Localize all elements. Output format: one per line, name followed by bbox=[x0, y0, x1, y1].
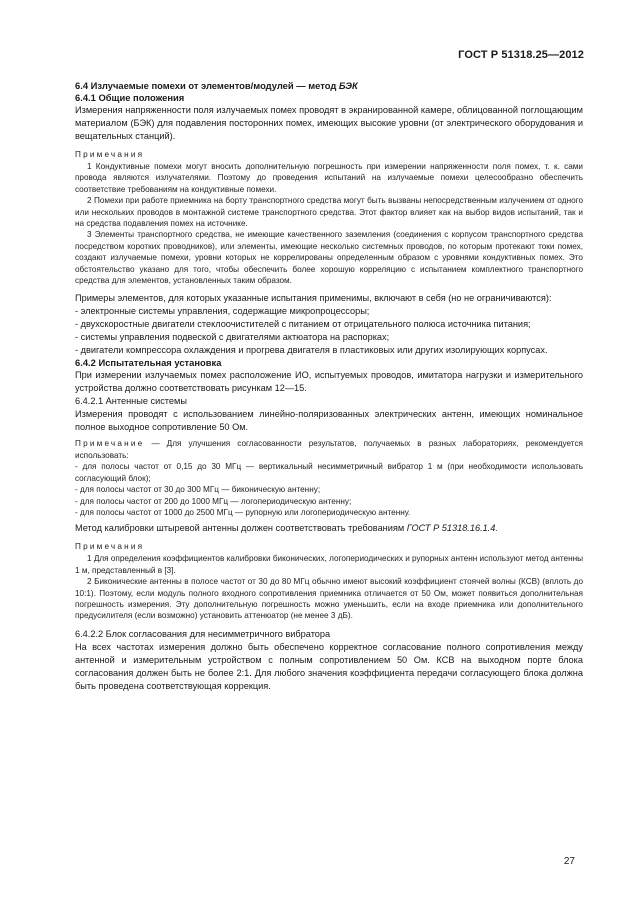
note-1: 1 Кондуктивные помехи могут вносить дополнительную погрешность при измерении напряженности поля помех, т. к. сами провода являются излучателями. Поэтому до проведения испытаний на излучаемые помехи целесообразно обеспечить соответствие требованиям на кондуктивные помехи. bbox=[75, 162, 583, 194]
section-6-4-2-1-text: Измерения проводят с использованием линейно-поляризованных электрических антенн, имеющих номинальное полное выходное сопротивление 50 Ом. bbox=[75, 409, 583, 433]
band-item: - для полосы частот от 1000 до 2500 МГц — рупорную или логопериодическую антенну. bbox=[75, 507, 411, 517]
inline-note-head: Примечание bbox=[75, 439, 145, 449]
section-6-4-2-2-title: 6.4.2.2 Блок согласования для несимметричного вибратора bbox=[75, 628, 331, 639]
example-item: - двухскоростные двигатели стеклоочистителей с питанием от отрицательного полюса источника питания; bbox=[75, 319, 531, 330]
section-6-4-2-2-text: На всех частотах измерения должно быть обеспечено корректное согласование полного сопротивления между антенной и измерительным устройством с полным сопротивлением 50 Ом. КСВ на выходном порте блока согласования должен быть не более 2:1. Для любого значения коэффициента передачи согласующего блока должна быть проведена соответствующая коррекция. bbox=[75, 641, 583, 691]
calibration-requirement bbox=[75, 522, 583, 535]
section-6-4-2-intro: При измерении излучаемых помех расположение ИО, испытуемых проводов, имитатора нагрузки и измерительного устройства должно соответствовать рисункам 12—15. bbox=[75, 370, 583, 394]
inline-note-text: — Для улучшения согласованности результатов, получаемых в разных лабораториях, рекомендуется использовать: bbox=[75, 439, 583, 460]
page-content bbox=[75, 80, 583, 693]
notes-heading: Примечания bbox=[75, 150, 145, 159]
standard-header: ГОСТ Р 51318.25—2012 bbox=[458, 49, 584, 61]
section-6-4-title bbox=[75, 80, 583, 92]
band-item: - для полосы частот от 200 до 1000 МГц — логопериодическую антенну; bbox=[75, 496, 352, 506]
note2-2: 2 Биконические антенны в полосе частот от 30 до 80 МГц обычно имеют высокий коэффициент стоячей волны (КСВ) (вплоть до 10:1). Поэтому, если модуль полного входного сопротивления приемника отличается от 50 Ом, может появиться дополнительная погрешность измерения. Эту дополнительную погрешность можно уменьшить, если на входе приемника или дополнительного предусилителя (если возможно) установить аттенюатор (не менее 3 дБ). bbox=[75, 577, 583, 621]
section-6-4-1-title: 6.4.1 Общие положения bbox=[75, 92, 185, 103]
example-item: - электронные системы управления, содержащие микропроцессоры; bbox=[75, 306, 370, 317]
section-6-4-2-1-title: 6.4.2.1 Антенные системы bbox=[75, 396, 187, 407]
example-item: - двигатели компрессора охлаждения и прогрева двигателя в пластиковых или других изолирующих корпусах. bbox=[75, 345, 548, 356]
section-6-4-title-text: 6.4 Излучаемые помехи от элементов/модулей — метод bbox=[75, 80, 337, 91]
section-6-4-title-method: БЭК bbox=[338, 80, 358, 91]
note-3: 3 Элементы транспортного средства, не имеющие качественного заземления (соединения с корпусом транспортного средства посредством коротких проводников), или элементы, имеющие несколько системных проводов, по которым протекают токи помех, создают излучаемые помехи, уровни которых не коррелированы определенным образом с уровнями кондуктивных помех. Это обстоятельство указано для того, чтобы обеспечить более хорошую корреляцию с испытанием комплектного транспортного средства для элементов, установленных таким образом. bbox=[75, 230, 583, 286]
section-6-4-1-intro: Измерения напряженности поля излучаемых помех проводят в экранированной камере, облицованной поглощающим материалом (БЭК) для подавления посторонних помех, имеющих высокие уровни (от электрического оборудования и вещательных станций). bbox=[75, 105, 583, 141]
section-6-4-2-title: 6.4.2 Испытательная установка bbox=[75, 357, 222, 369]
band-item: - для полосы частот от 0,15 до 30 МГц — вертикальный несимметричный вибратор 1 м (при необходимости использовать согласующий блок); bbox=[75, 462, 583, 483]
page-number: 27 bbox=[563, 856, 575, 867]
band-item: - для полосы частот от 30 до 300 МГц — биконическую антенну; bbox=[75, 485, 321, 495]
example-item: - системы управления подвеской с двигателями актюатора на распорках; bbox=[75, 332, 390, 343]
note-2: 2 Помехи при работе приемника на борту транспортного средства могут быть вызваны непосредственным излучением от одного или нескольких проводов в монтажной системе транспортного средства. Этот фактор влияет как на выбор видов испытаний, так и на средства подавления помех на источнике. bbox=[75, 196, 583, 229]
inline-note bbox=[75, 438, 583, 461]
calibration-text: Метод калибровки штыревой антенны должен соответствовать требованиям bbox=[75, 523, 405, 534]
note2-1: 1 Для определения коэффициентов калибровки биконических, логопериодических и рупорных антенн используют метод антенны 1 м, представленный в [3]. bbox=[75, 554, 583, 575]
notes2-heading: Примечания bbox=[75, 542, 145, 552]
calibration-reference: ГОСТ Р 51318.16.1.4. bbox=[406, 523, 498, 534]
examples-intro: Примеры элементов, для которых указанные испытания применимы, включают в себя (но не ограничиваются): bbox=[75, 293, 552, 304]
